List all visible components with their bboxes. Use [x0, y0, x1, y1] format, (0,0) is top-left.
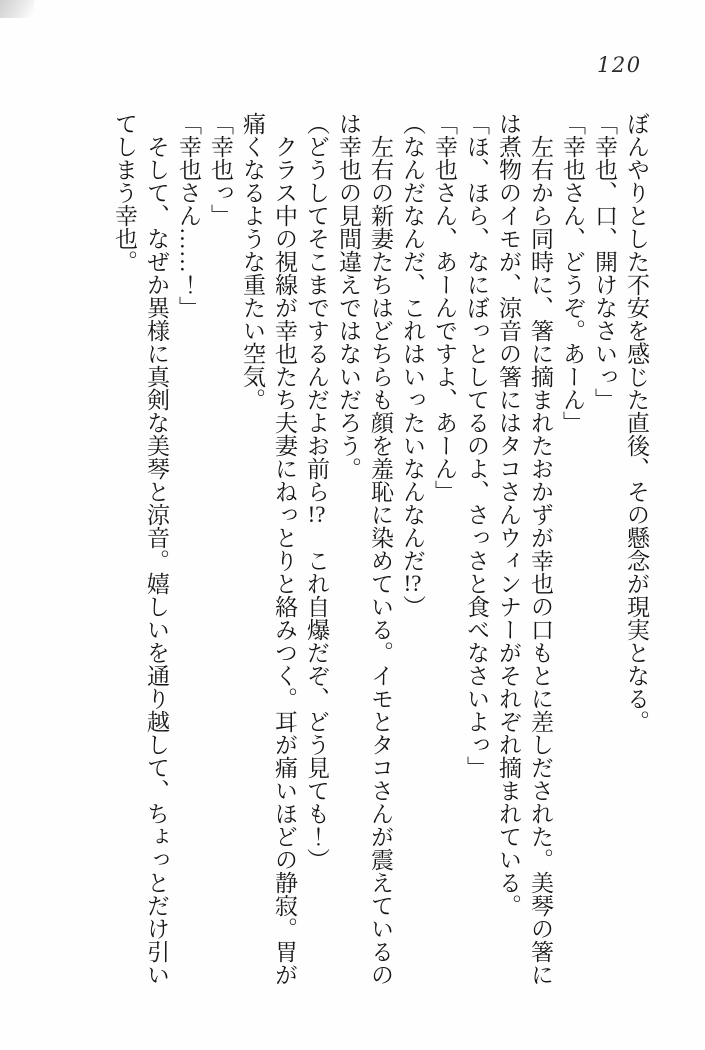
paragraph: 「幸也さん、あーんですよ、あーん」	[432, 112, 457, 503]
tate-chu-yoko: !?	[403, 572, 422, 595]
paragraph: 「幸也さん……！」	[176, 112, 201, 319]
paragraph: ぼんやりとした不安を感じた直後、その懸念が現実となる。	[624, 112, 649, 733]
text-block	[108, 112, 652, 988]
paragraph: そして、なぜか異様に真剣な美琴と涼音。嬉しいを通り越して、ちょっとだけ引いてしまう幸也。	[112, 112, 169, 986]
paragraph: 「幸也、口、開けなさいっ」	[592, 112, 617, 411]
scan-artifact	[0, 0, 34, 18]
paragraph: 左右の新妻たちはどちらも顔を羞恥に染めている。イモとタコさんが震えているのは幸也の見間違えではないだろう。	[336, 112, 393, 986]
paragraph: 左右から同時に、箸に摘まれたおかずが幸也の口もとに差しだされた。美琴の箸には煮物のイモが、涼音の箸にはタコさんウィンナーがそれぞれ摘まれている。	[496, 112, 553, 986]
paragraph: 「幸也っ」	[208, 112, 233, 227]
paragraph: （なんだなんだ、これはいったいなんなんだ!?）	[400, 112, 425, 618]
paragraph: （どうしてそこまでするんだよお前ら!? これ自爆だぞ、どう見ても！）	[304, 112, 329, 871]
paragraph: 「幸也さん、どうぞ。あーん」	[560, 112, 585, 434]
page-number: 120	[597, 53, 642, 77]
tate-chu-yoko: !?	[307, 503, 326, 526]
paragraph: クラス中の視線が幸也たち夫妻にねっとりと絡みつく。耳が痛いほどの静寂。胃が痛くなるような重たい空気。	[240, 112, 297, 986]
paragraph: 「ほ、ほら、なにぼっとしてるのよ、さっさと食べなさいよっ」	[464, 112, 489, 779]
